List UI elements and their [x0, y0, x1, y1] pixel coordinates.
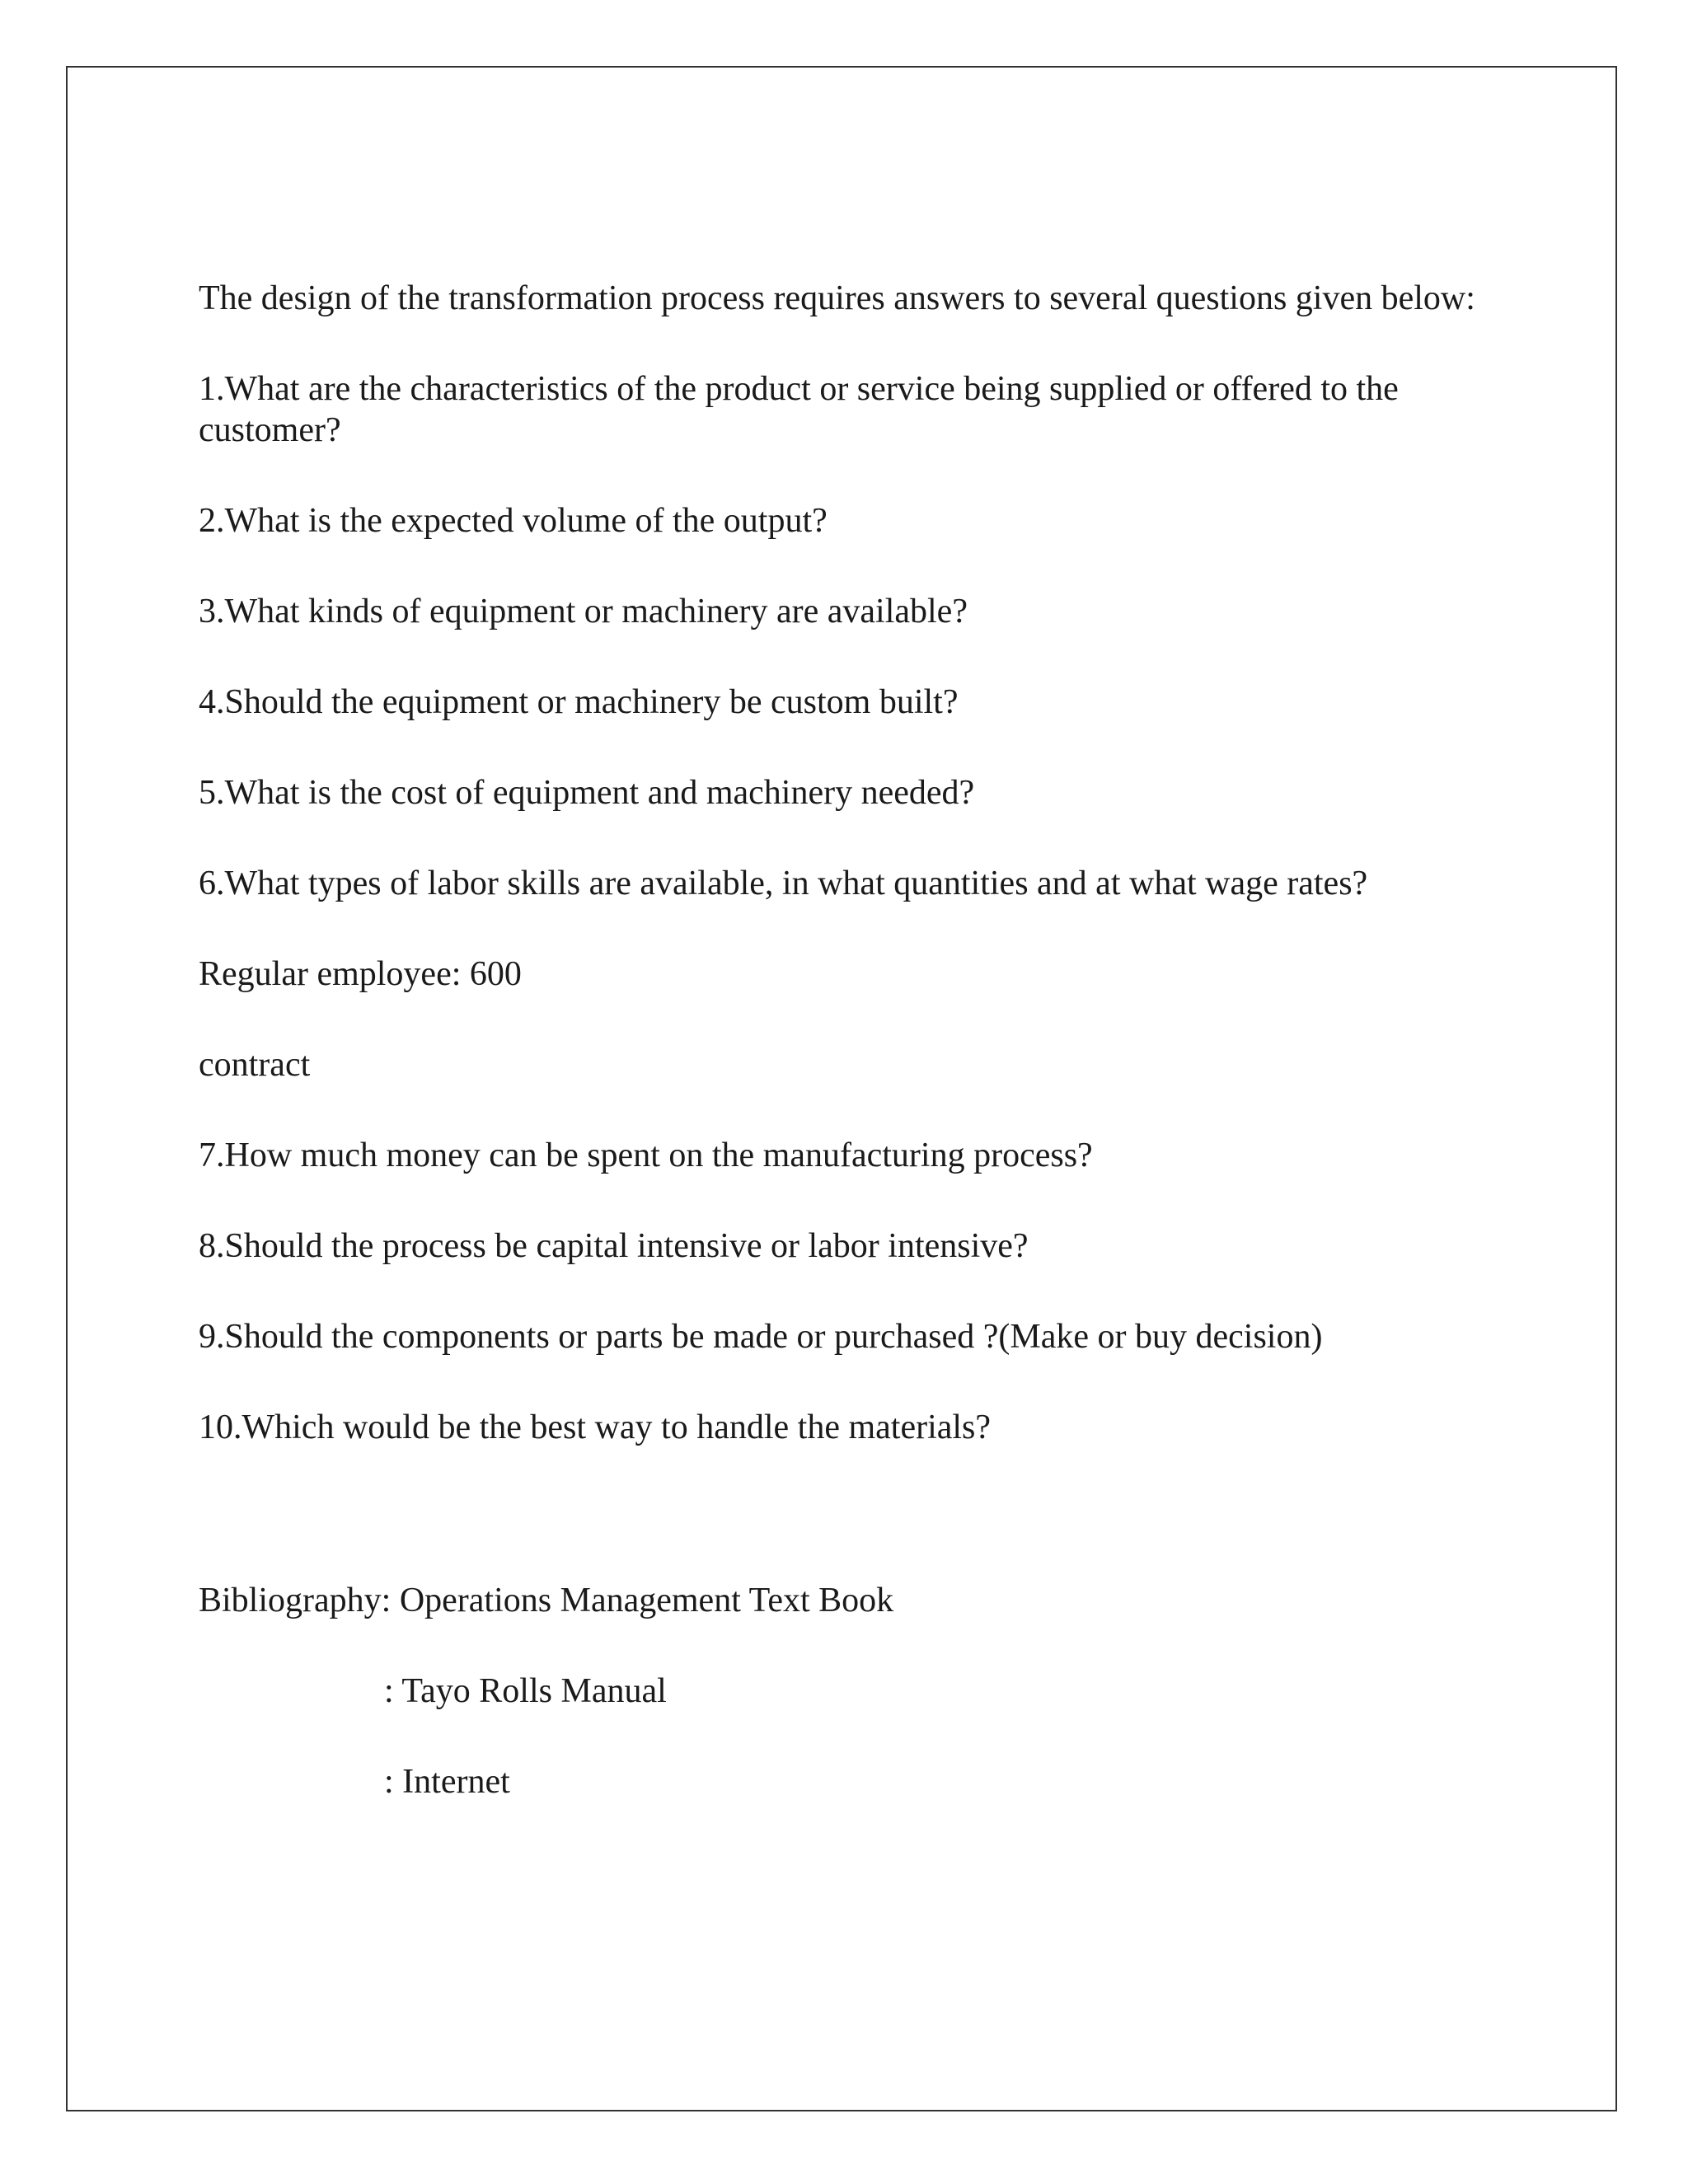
document-body [199, 278, 1484, 1852]
question-5: 5.What is the cost of equipment and machinery needed? [199, 774, 975, 812]
contract-line: contract [199, 1046, 311, 1084]
bibliography-third-row [199, 1761, 1484, 1802]
regular-employee-line: Regular employee: 600 [199, 955, 522, 993]
bibliography-second-row [199, 1671, 1484, 1712]
bibliography-entry-1: Operations Management Text Book [399, 1582, 894, 1619]
intro-paragraph: The design of the transformation process requires answers to several questions given below: [199, 279, 1475, 317]
bibliography-label: Bibliography: [199, 1582, 400, 1619]
question-9: 9.Should the components or parts be made or purchased ?(Make or buy decision) [199, 1318, 1323, 1356]
question-7: 7.How much money can be spent on the manufacturing process? [199, 1137, 1093, 1174]
question-1: 1.What are the characteristics of the product or service being supplied or offered to the customer? [199, 370, 1399, 449]
question-8: 8.Should the process be capital intensive or labor intensive? [199, 1227, 1029, 1265]
bibliography-first-row [199, 1580, 1484, 1621]
bibliography-entry-2: : Tayo Rolls Manual [384, 1672, 667, 1710]
question-4: 4.Should the equipment or machinery be custom built? [199, 683, 959, 721]
question-6: 6.What types of labor skills are available, in what quantities and at what wage rates? [199, 865, 1368, 902]
bibliography-entry-3: : Internet [384, 1763, 510, 1801]
question-3: 3.What kinds of equipment or machinery are available? [199, 593, 968, 630]
question-10: 10.Which would be the best way to handle the materials? [199, 1408, 992, 1446]
question-2: 2.What is the expected volume of the output? [199, 502, 828, 540]
